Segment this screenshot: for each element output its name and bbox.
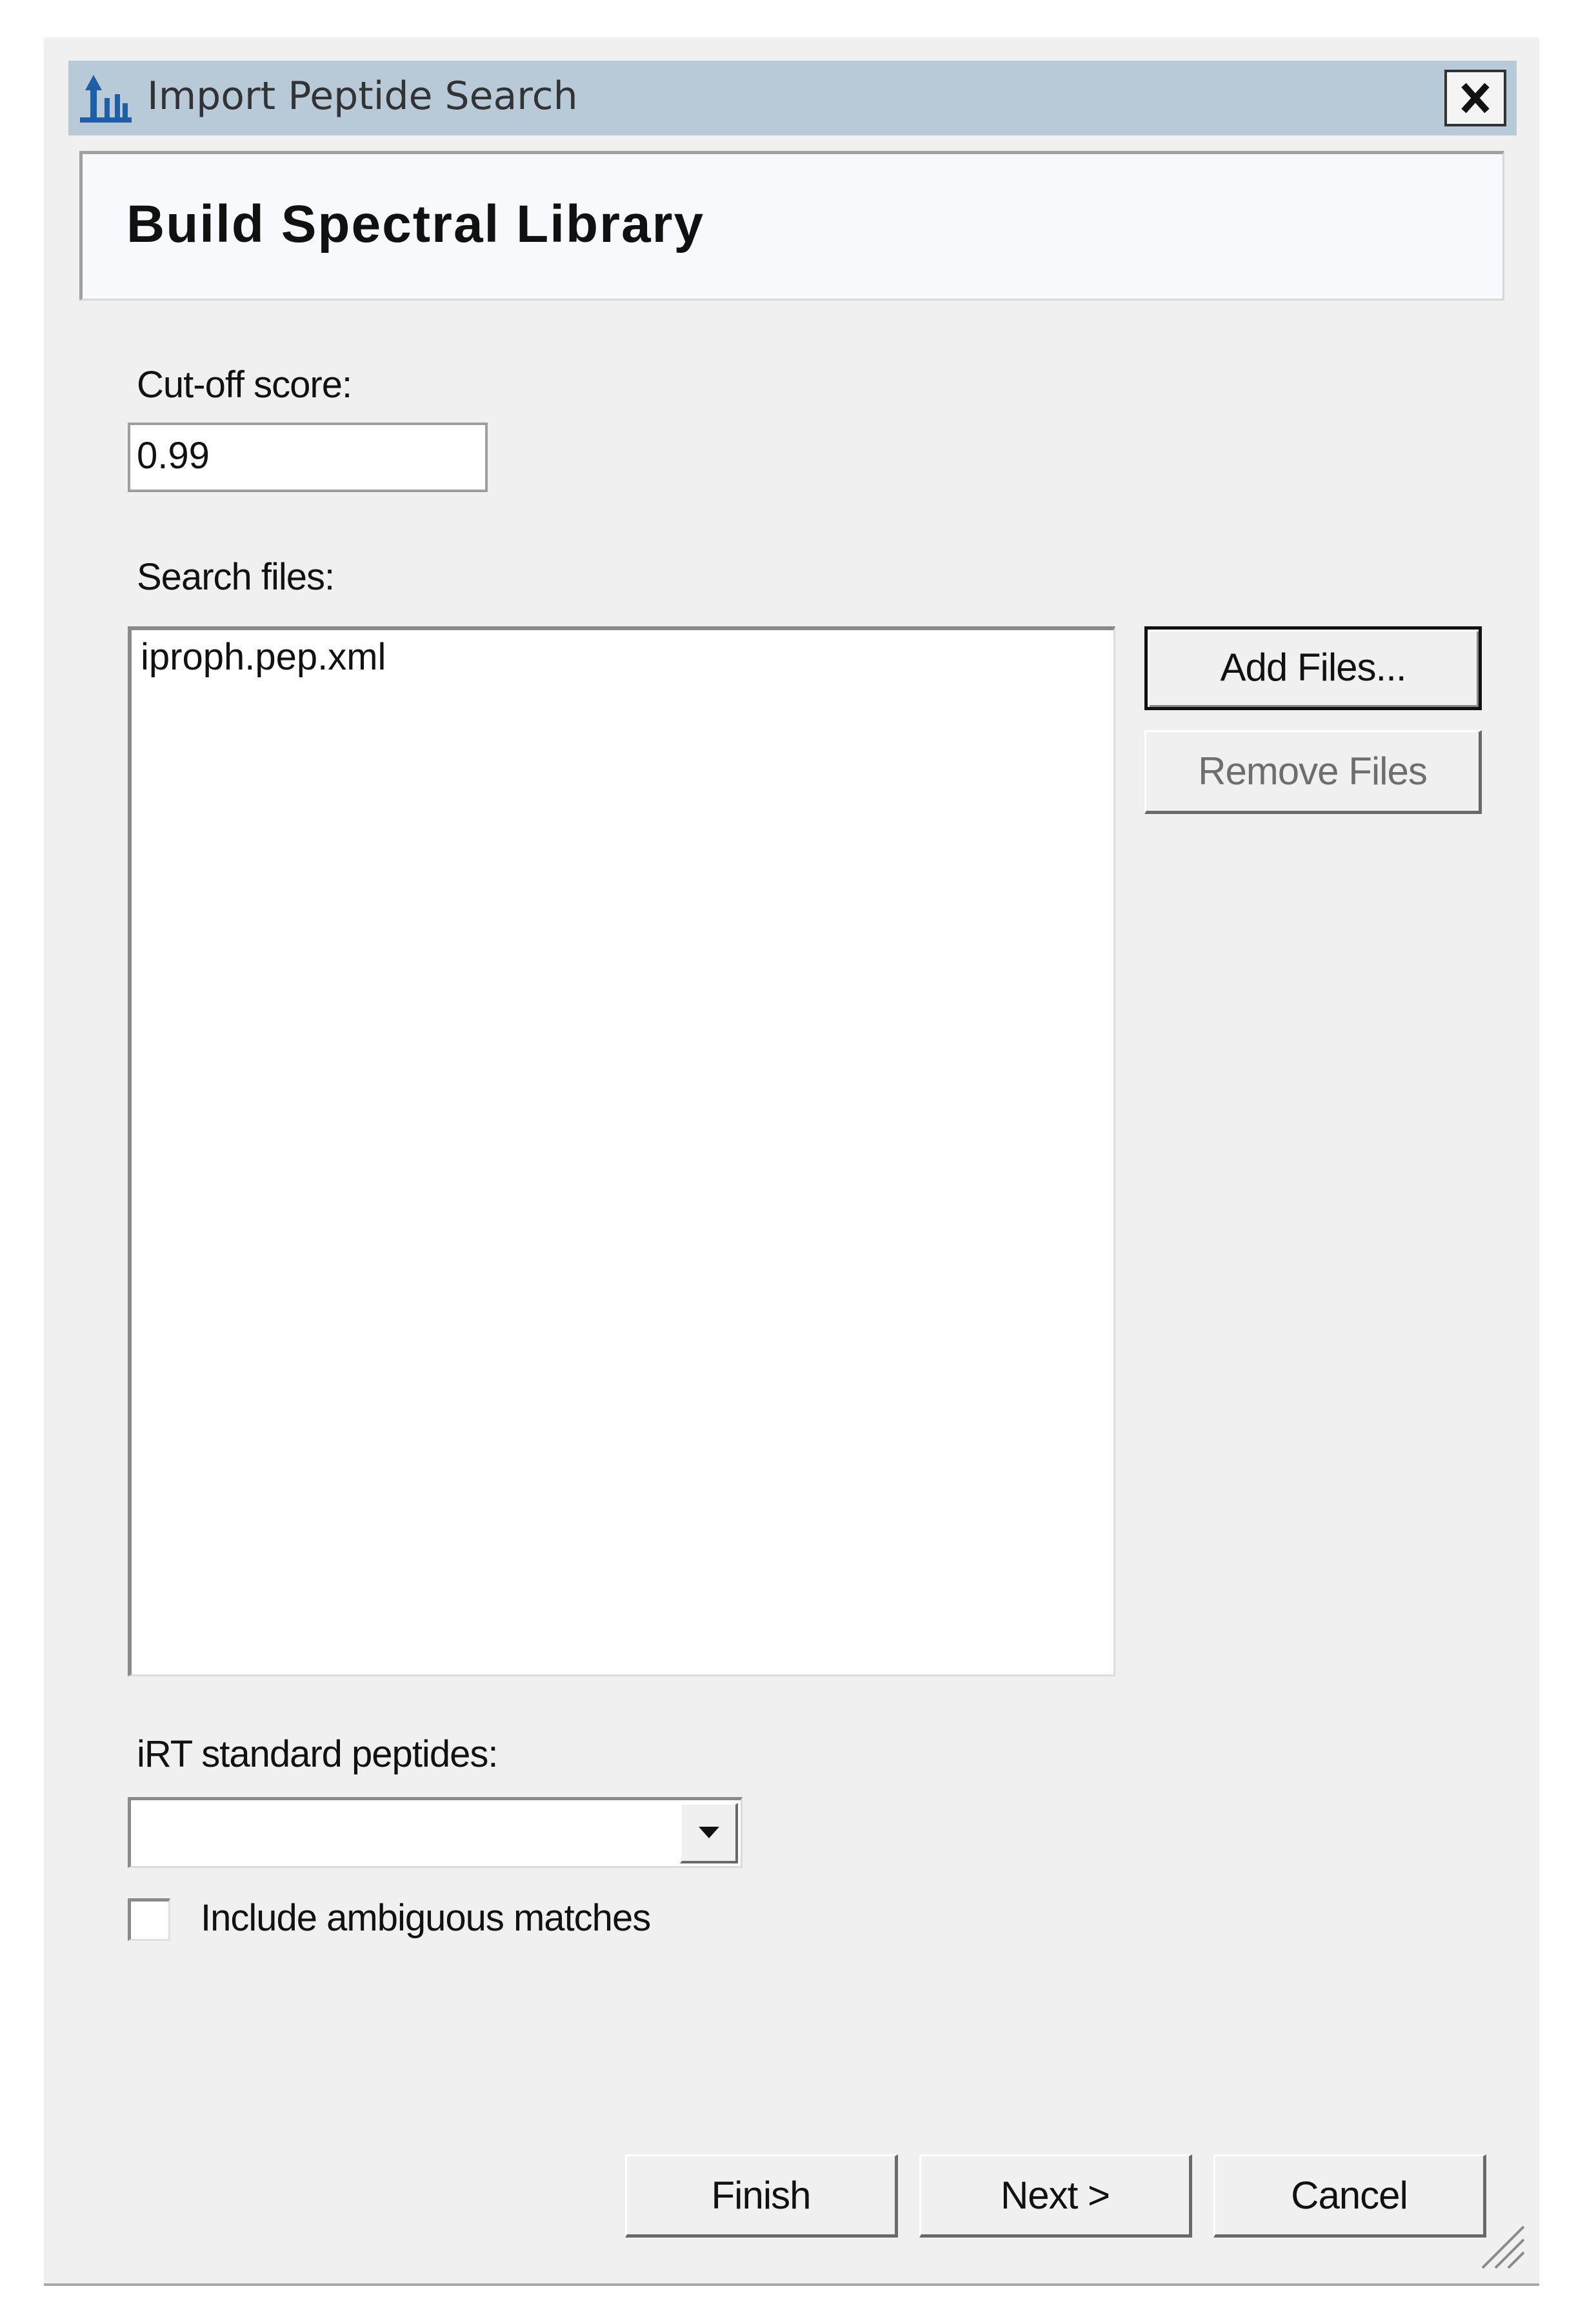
page-header <box>79 151 1504 301</box>
add-files-button[interactable]: Add Files... <box>1144 626 1482 710</box>
search-files-label: Search files: <box>137 556 335 598</box>
page-title: Build Spectral Library <box>126 195 705 253</box>
close-button[interactable] <box>1444 70 1506 126</box>
import-peptide-search-dialog <box>44 37 1539 2286</box>
skyline-app-icon <box>77 70 134 126</box>
resize-grip-icon[interactable] <box>1477 2221 1525 2269</box>
close-icon <box>1447 72 1504 124</box>
include-ambiguous-label[interactable]: Include ambiguous matches <box>201 1897 651 1939</box>
chevron-down-icon <box>699 1827 719 1838</box>
cutoff-score-input[interactable]: 0.99 <box>128 422 488 492</box>
remove-files-button[interactable]: Remove Files <box>1144 730 1482 814</box>
irt-standard-label: iRT standard peptides: <box>137 1733 498 1775</box>
include-ambiguous-checkbox[interactable] <box>128 1898 170 1941</box>
list-item[interactable]: iproph.pep.xml <box>141 636 386 678</box>
finish-button[interactable]: Finish <box>625 2154 898 2238</box>
irt-standard-dropdown[interactable] <box>128 1797 743 1868</box>
window-title: Import Peptide Search <box>147 74 578 119</box>
title-bar[interactable] <box>68 61 1517 135</box>
dropdown-button[interactable] <box>680 1803 738 1863</box>
next-button[interactable]: Next > <box>919 2154 1192 2238</box>
cutoff-score-label: Cut-off score: <box>137 364 352 406</box>
cancel-button[interactable]: Cancel <box>1213 2154 1486 2238</box>
search-files-list[interactable] <box>128 626 1115 1676</box>
